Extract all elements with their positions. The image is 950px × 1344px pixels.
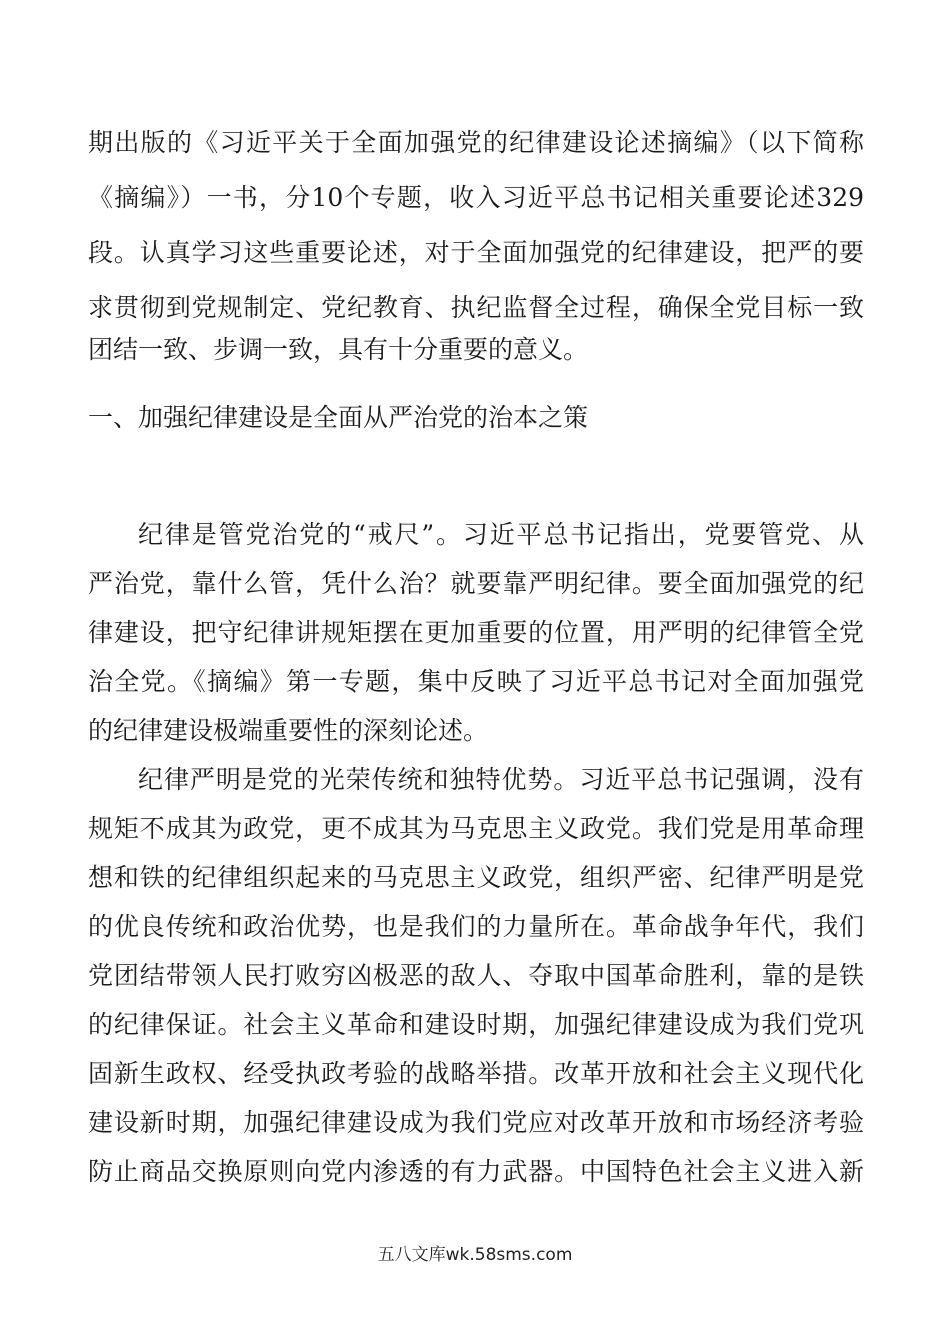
- para1-line-2: 严治党，靠什么管，凭什么治？就要靠严明纪律。要全面加强党的纪: [88, 569, 864, 598]
- intro-line-1: 期出版的《习近平关于全面加强党的纪律建设论述摘编》（以下简称: [88, 128, 864, 157]
- para1-line-5: 的纪律建设极端重要性的深刻论述。: [88, 716, 489, 745]
- para2-line-2: 规矩不成其为政党，更不成其为马克思主义政党。我们党是用革命理: [88, 814, 864, 843]
- para2-line-6: 的纪律保证。社会主义革命和建设时期，加强纪律建设成为我们党巩: [88, 1010, 864, 1039]
- intro-line-2: 《摘编》）一书，分10个专题，收入习近平总书记相关重要论述329: [88, 183, 864, 212]
- para2-line-5: 党团结带领人民打败穷凶极恶的敌人、夺取中国革命胜利，靠的是铁: [88, 961, 864, 990]
- para2-line-4: 的优良传统和政治优势，也是我们的力量所在。革命战争年代，我们: [88, 912, 864, 941]
- para1-line-3: 律建设，把守纪律讲规矩摆在更加重要的位置，用严明的纪律管全党: [88, 618, 864, 647]
- para2-line-8: 建设新时期，加强纪律建设成为我们党应对改革开放和市场经济考验: [88, 1108, 864, 1137]
- intro-line-3: 段。认真学习这些重要论述，对于全面加强党的纪律建设，把严的要: [88, 238, 864, 267]
- intro-line-5: 团结一致、步调一致，具有十分重要的意义。: [88, 335, 589, 364]
- page-footer: 五八文库wk.58sms.com: [377, 1245, 573, 1265]
- para1-line-1: 纪律是管党治党的“戒尺”。习近平总书记指出，党要管党、从: [138, 520, 864, 549]
- intro-line-4: 求贯彻到党规制定、党纪教育、执纪监督全过程，确保全党目标一致: [88, 293, 864, 322]
- para2-line-7: 固新生政权、经受执政考验的战略举措。改革开放和社会主义现代化: [88, 1059, 864, 1088]
- para1-line-4: 治全党。《摘编》第一专题，集中反映了习近平总书记对全面加强党: [88, 667, 864, 696]
- para2-line-3: 想和铁的纪律组织起来的马克思主义政党，组织严密、纪律严明是党: [88, 863, 864, 892]
- para2-line-9: 防止商品交换原则向党内渗透的有力武器。中国特色社会主义进入新: [88, 1157, 864, 1186]
- para2-line-1: 纪律严明是党的光荣传统和独特优势。习近平总书记强调，没有: [138, 765, 864, 794]
- section-heading: 一、加强纪律建设是全面从严治党的治本之策: [88, 403, 589, 432]
